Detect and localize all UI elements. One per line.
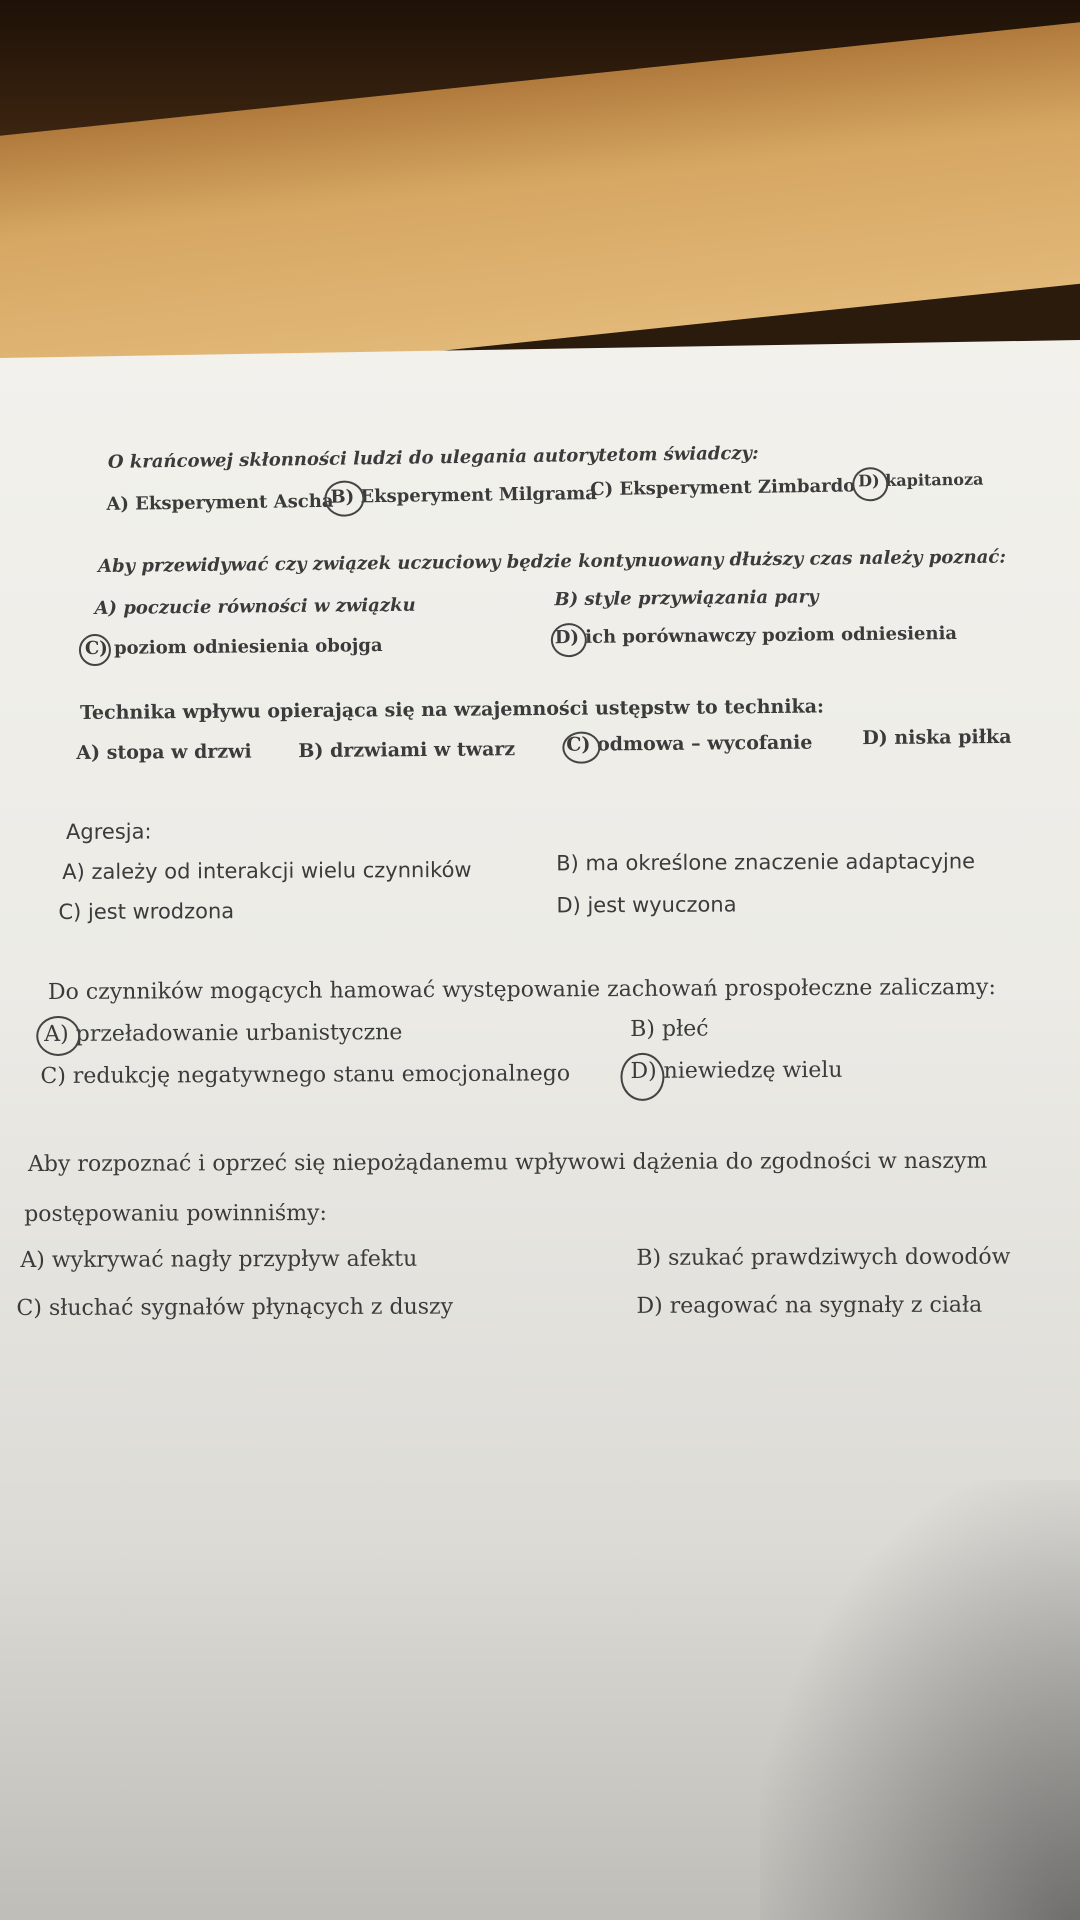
answer-circle-2d [551, 623, 587, 657]
question-1-option-c: C) Eksperyment Zimbardo [590, 475, 856, 501]
answer-circle-5d [620, 1053, 664, 1101]
question-6-option-b: B) szukać prawdziwych dowodów [636, 1244, 1011, 1271]
question-6-option-a: A) wykrywać nagły przypływ afektu [20, 1246, 418, 1274]
question-5-option-b: B) płeć [630, 1016, 709, 1042]
question-5-option-c: C) redukcję negatywnego stanu emocjonalnego [40, 1061, 571, 1090]
question-4-title: Agresja: [65, 819, 152, 844]
question-3-option-b: B) drzwiami w twarz [298, 738, 516, 763]
question-3-option-d: D) niska piłka [862, 725, 1012, 750]
question-6-option-c: C) słuchać sygnałów płynących z duszy [16, 1294, 454, 1322]
question-1-option-a: A) Eksperyment Ascha [106, 490, 334, 515]
question-6-option-d: D) reagować na sygnały z ciała [636, 1292, 983, 1319]
question-5-option-a: A) przeładowanie urbanistyczne [44, 1020, 403, 1048]
question-5-option-d: D) niewiedzę wielu [630, 1057, 843, 1084]
question-2-title: Aby przewidywać czy związek uczuciowy będzie kontynuowany dłuższy czas należy poznać: [97, 546, 1007, 578]
question-3-option-c: C) odmowa – wycofanie [566, 731, 813, 756]
question-4-option-a: A) zależy od interakcji wielu czynników [62, 857, 472, 884]
question-4-option-d: D) jest wyuczona [556, 892, 737, 918]
question-3-title: Technika wpływu opierająca się na wzajemności ustępstw to technika: [79, 695, 825, 724]
question-5-title: Do czynników mogących hamować występowanie zachowań prospołeczne zaliczamy: [47, 975, 996, 1006]
question-2-option-b: B) style przywiązania pary [554, 586, 819, 611]
question-6-title-continued: postępowaniu powinniśmy: [24, 1200, 327, 1228]
question-1-option-d: D) kapitanoza [858, 469, 984, 491]
question-1 [0, 0, 1073, 515]
question-3-option-a: A) stopa w drzwi [76, 740, 252, 765]
answer-circle-1d [852, 467, 888, 501]
question-6-title: Aby rozpoznać i oprzeć się niepożądanemu wpływowi dążenia do zgodności w naszym [27, 1148, 988, 1178]
question-4-option-c: C) jest wrodzona [58, 899, 235, 925]
answer-circle-3c [562, 731, 600, 763]
answer-circle-1b [324, 480, 364, 517]
answer-circle-2c [79, 634, 111, 666]
question-2-option-a: A) poczucie równości w związku [94, 594, 416, 620]
question-4-option-b: B) ma określone znaczenie adaptacyjne [556, 849, 976, 876]
question-2-option-d: D) ich porównawczy poziom odniesienia [554, 623, 958, 649]
question-2-option-c: C) poziom odniesienia obojga [84, 635, 383, 660]
question-1-title: O krańcowej skłonności ludzi do ulegania autorytetom świadczy: [107, 442, 759, 473]
question-1-option-b: B) Eksperyment Milgrama [330, 483, 598, 508]
answer-circle-5a [36, 1016, 80, 1056]
